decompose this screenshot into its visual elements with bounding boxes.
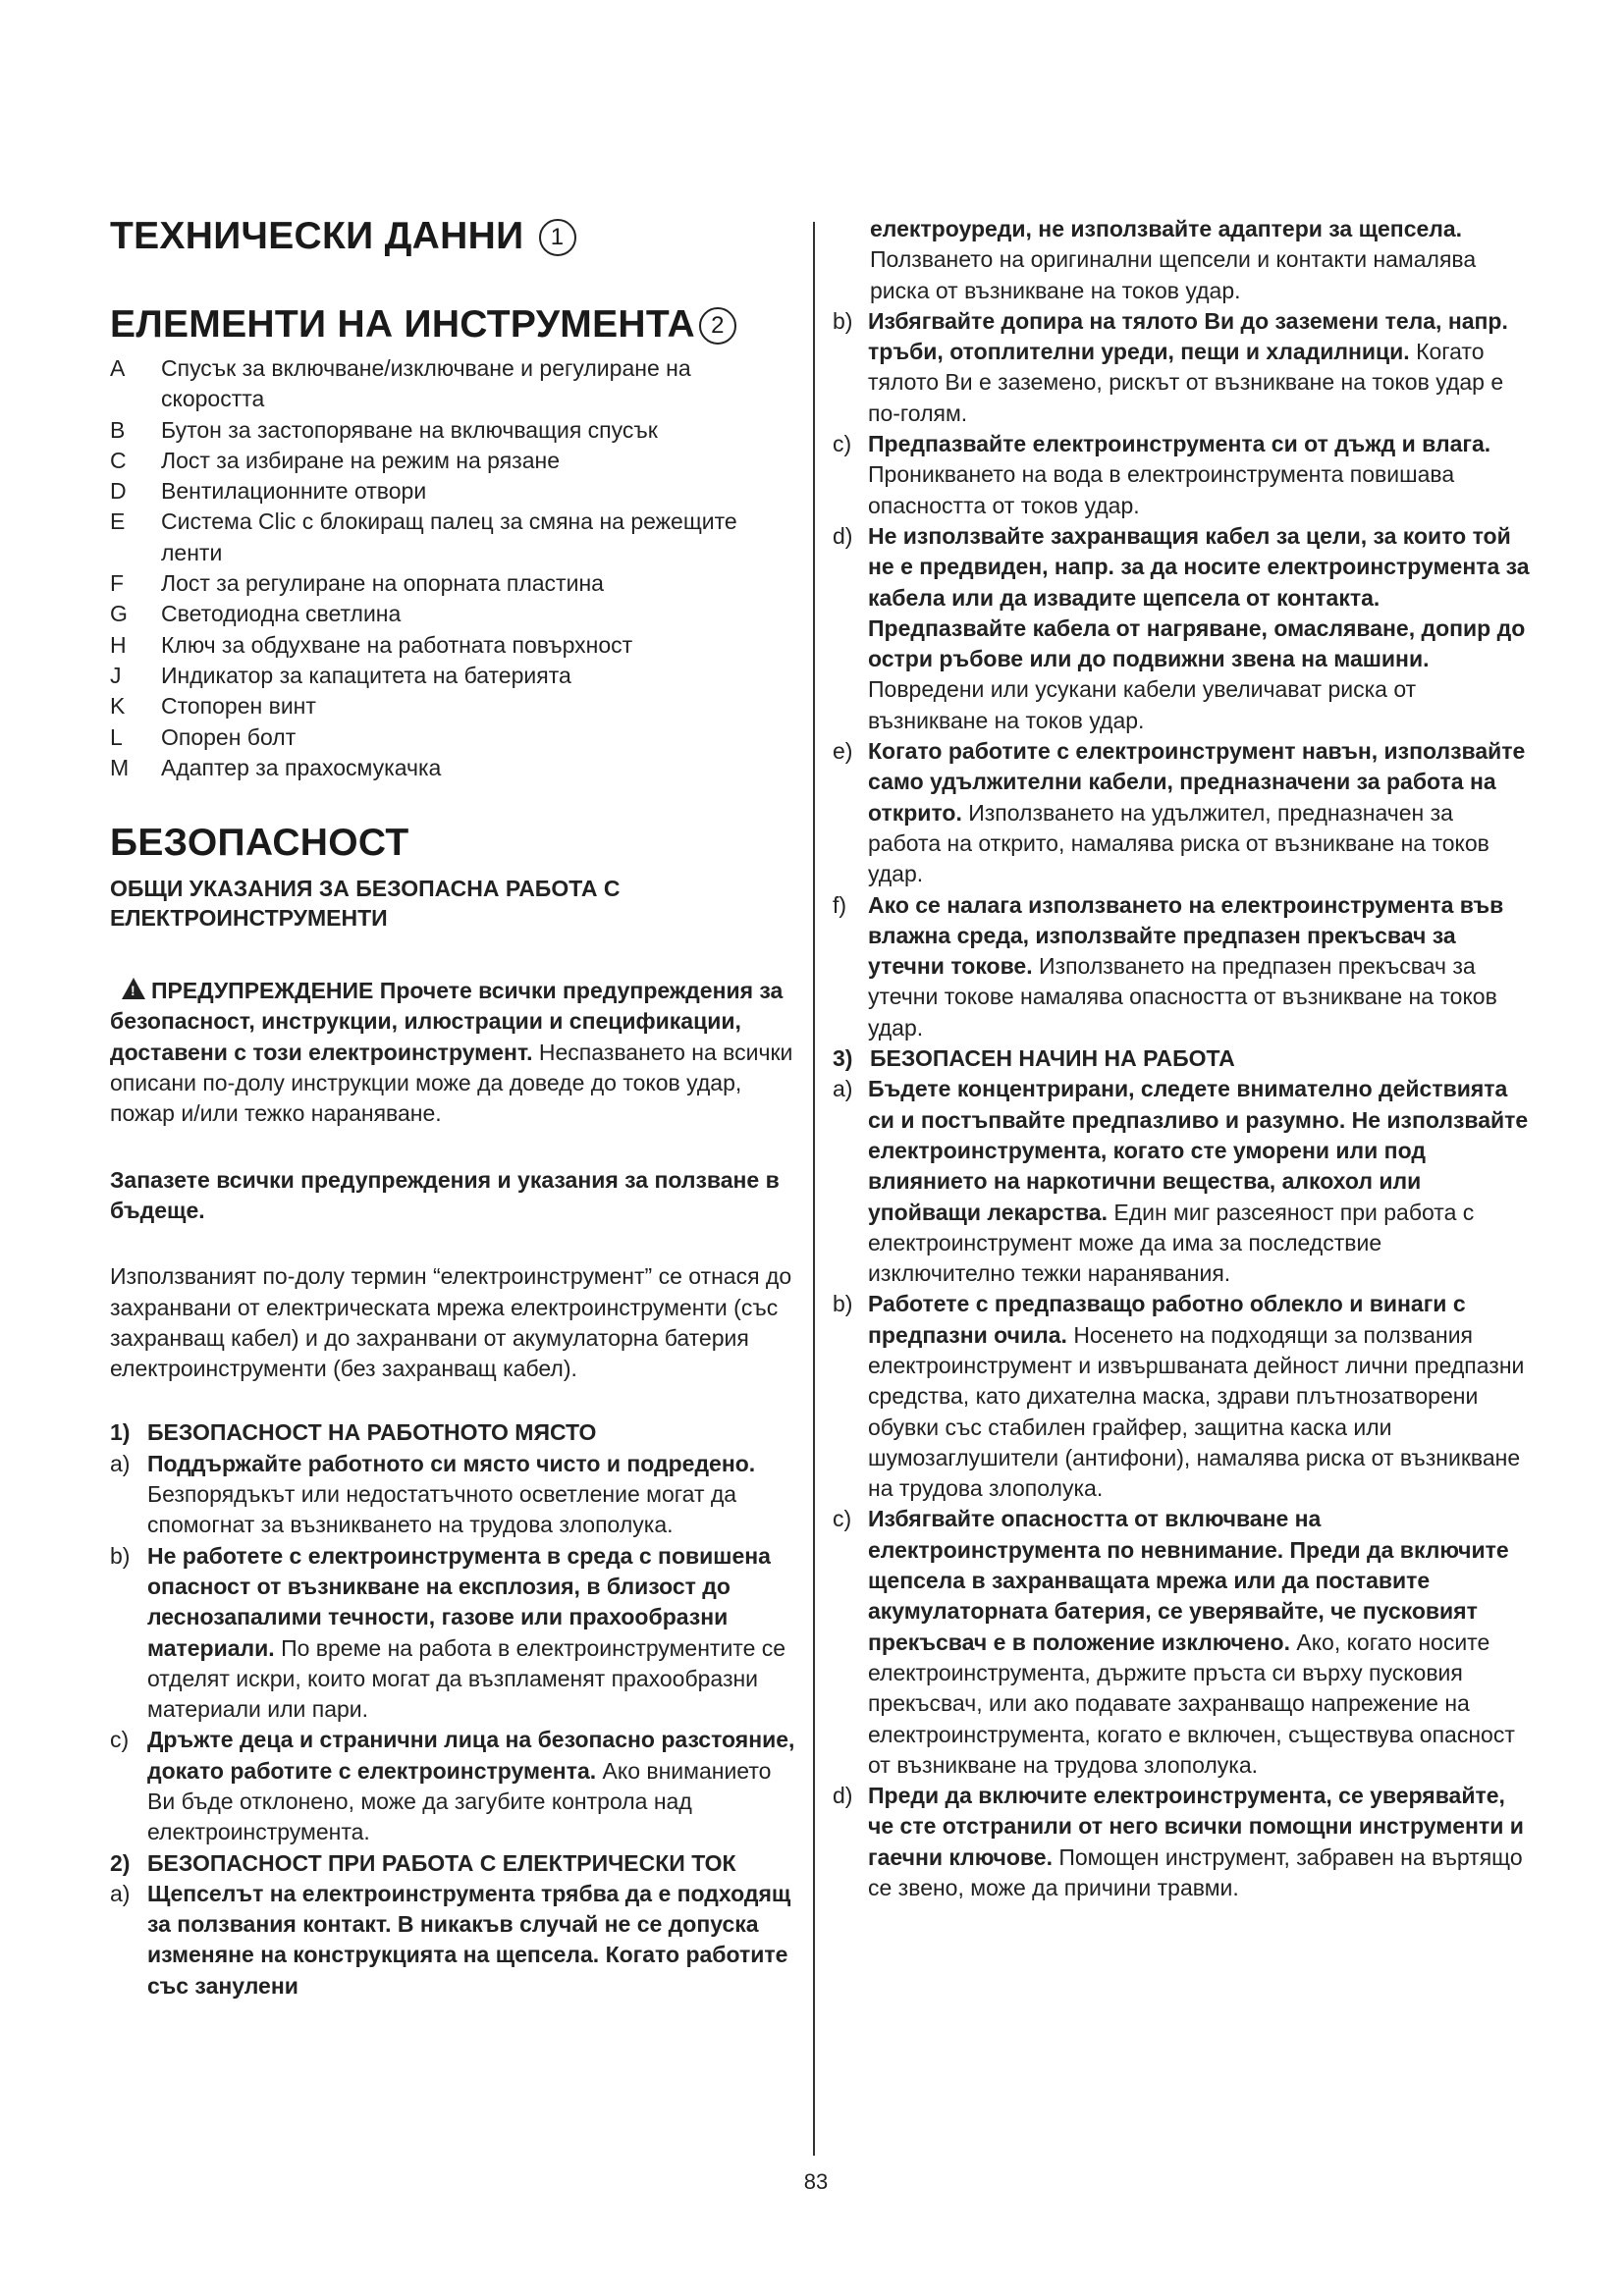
term-definition: Използваният по-долу термин “електроинструмент” се отнася до захранвани от електрическата мрежа електроинструменти (със захранващ кабел) и до захранвани от акумулаторна батерия електроинструменти (без захранващ кабел). (110, 1263, 792, 1382)
component-item: F Лост за регулиране на опорната пластина (110, 570, 604, 597)
component-item: M Адаптер за прахосмукачка (110, 754, 442, 780)
component-item: J Индикатор за капацитета на батерията (110, 662, 571, 688)
right-column (833, 214, 1532, 1903)
page-number: 83 (803, 2169, 829, 2194)
safety-item: f) Ако се налага използването на електроинструмента във влажна среда, използвайте предпазен прекъсвач за утечни токове. Използването на предпазен прекъсвач за утечни токове намалява опасността от възникване на токов удар. (833, 891, 1504, 1041)
safety-item: d) Не използвайте захранващия кабел за цели, за които той не е предвиден, напр. за да носите електроинструмента за кабела или да извадите щепсела от контакта. Предпазвайте кабела от нагряване, омасляване, допир до остри ръбове или до подвижни звена на машини. Повредени или усукани кабели увеличават риска от възникване на токов удар. (833, 522, 1530, 733)
safety-item: a) Щепселът на електроинструмента трябва да е подходящ за ползвания контакт. В никакъв случай не се допуска изменяне на конструкцията на щепсела. Когато работите със занулени (110, 1880, 791, 1999)
column-divider (813, 222, 815, 2156)
safety-item: b) Не работете с електроинструмента в среда с повишена опасност от възникване на експлозия, в близост до леснозапалими течности, газове или прахообразни материали. По време на работа в електроинструментите се отделят искри, които могат да възпламенят прахообразни материали или пари. (110, 1542, 786, 1723)
figure-ref-2: 2 (699, 307, 736, 345)
safety-item: a) Бъдете концентрирани, следете внимателно действията си и постъпвайте предпазливо и разумно. Не използвайте електроинструмента, когато сте уморени или под влиянието на наркотични вещества, алкохол или упойващи лекарства. Един миг разсеяност при работа с електроинструмент може да има за последствие изключително тежки наранявания. (833, 1076, 1529, 1287)
component-item: H Ключ за обдухване на работната повърхност (110, 631, 633, 658)
left-column (110, 214, 797, 2002)
warning-paragraph: !ПРЕДУПРЕЖДЕНИЕ Прочете всички предупреждения за безопасност, инструкции, илюстрации и спецификации, доставени с този електроинструмент. Неспазването на всички описани по-долу инструкции може да доведе до токов удар, пожар и/или тежко нараняване. (110, 976, 797, 1129)
keep-instructions: Запазете всички предупреждения и указания за ползване в бъдеще. (110, 1166, 780, 1223)
section-title: 2) БЕЗОПАСНОСТ ПРИ РАБОТА С ЕЛЕКТРИЧЕСКИ ТОК (110, 1849, 736, 1876)
section-3 (833, 1043, 1532, 1903)
safety-item: c) Избягвайте опасността от включване на електроинструмента по невнимание. Преди да включите щепсела в захранващата мрежа или да поставите акумулаторната батерия, се уверявайте, че пусковият прекъсвач е в положение изключено. Ако, когато носите електроинструмента, държите пръста си върху пусковия прекъсвач, или ако подавате захранващо напрежение на електроинструмента, когато е включен, съществува опасност от възникване на трудова злополука. (833, 1506, 1515, 1778)
warning-label: ПРЕДУПРЕЖДЕНИЕ (151, 978, 374, 1004)
section-title: 3) БЕЗОПАСЕН НАЧИН НА РАБОТА (833, 1045, 1235, 1072)
continued-item: електроуреди, не използвайте адаптери за щепсела. Ползването на оригинални щепсели и контакти намалява риска от възникване на токов удар. (870, 216, 1477, 303)
component-item: L Опорен болт (110, 723, 297, 750)
component-item: D Вентилационните отвори (110, 478, 427, 505)
safety-item: d) Преди да включите електроинструмента, се уверявайте, че сте отстранили от него всички помощни инструменти и гаечни ключове. Помощен инструмент, забравен на въртящо се звено, може да причини травми. (833, 1783, 1524, 1901)
component-item: B Бутон за застопоряване на включващия спусък (110, 416, 658, 443)
safety-item: c) Предпазвайте електроинструмента си от дъжд и влага. Проникването на вода в електроинструмента повишава опасността от токов удар. (833, 431, 1491, 518)
component-item: A Спусък за включване/изключване и регулиране на скоростта (110, 355, 691, 412)
safety-item: e) Когато работите с електроинструмент навън, използвайте само удължителни кабели, предназначени за работа на открито. Използването на удължител, предназначен за работа на открито, намалява риска от възникване на токов удар. (833, 738, 1526, 887)
general-safety-subheading: ОБЩИ УКАЗАНИЯ ЗА БЕЗОПАСНА РАБОТА С ЕЛЕКТРОИНСТРУМЕНТИ (110, 876, 621, 932)
elements-heading: ЕЛЕМЕНТИ НА ИНСТРУМЕНТА 2 (110, 302, 797, 347)
component-item: C Лост за избиране на режим на рязане (110, 447, 561, 473)
safety-item: a) Поддържайте работното си място чисто и подредено. Безпорядъкът или недостатъчното осветление могат да спомогнат за възникването на трудова злополука. (110, 1450, 756, 1538)
safety-heading: БЕЗОПАСНОСТ (110, 822, 409, 865)
figure-ref-1: 1 (539, 219, 576, 256)
safety-item: b) Работете с предпазващо работно облекло и винаги с предпазни очила. Носенето на подходящи за ползвания електроинструмент и извършваната дейност лични предпазни средства, като дихателна маска, здрави плътнозатворени обувки със стабилен грайфер, защитна каска или шумозаглушители (антифони), намалява риска от възникване на трудова злополука. (833, 1291, 1525, 1502)
tech-data-heading: ТЕХНИЧЕСКИ ДАННИ 1 (110, 214, 797, 259)
section-title: 1) БЕЗОПАСНОСТ НА РАБОТНОТО МЯСТО (110, 1419, 597, 1446)
component-item: G Светодиодна светлина (110, 601, 402, 627)
safety-item: c) Дръжте деца и странични лица на безопасно разстояние, докато работите с електроинструмента. Ако вниманието Ви бъде отклонено, може да загубите контрола над електроинструмента. (110, 1727, 795, 1845)
component-item: K Стопорен винт (110, 693, 316, 720)
component-list (110, 353, 797, 783)
warning-triangle-icon (122, 978, 145, 999)
section-1 (110, 1417, 797, 1847)
section-2 (110, 1848, 797, 2002)
component-item: E Система Clic с блокиращ палец за смяна на режещите ленти (110, 508, 737, 565)
safety-item: b) Избягвайте допира на тялото Ви до заземени тела, напр. тръби, отоплителни уреди, пещи и хладилници. Когато тялото Ви е заземено, рискът от възникване на токов удар е по-голям. (833, 307, 1508, 426)
